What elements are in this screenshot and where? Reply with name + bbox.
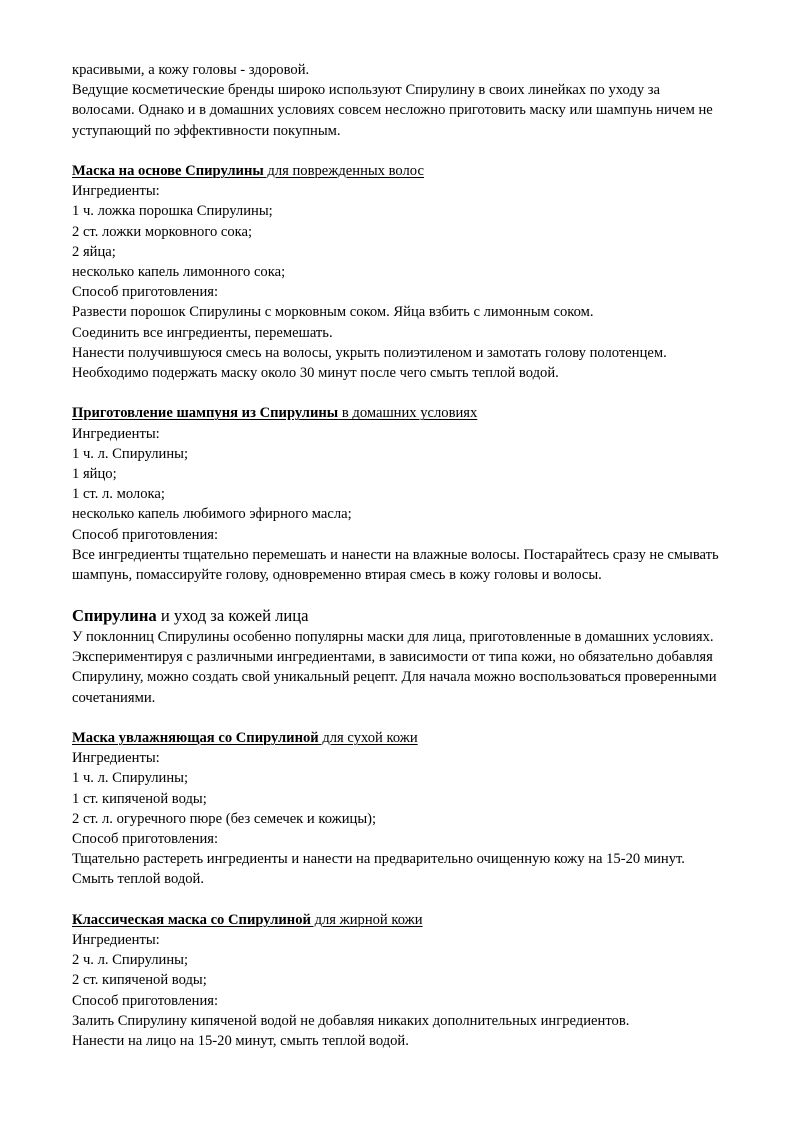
list-item: 2 ст. ложки морковного сока; (72, 223, 253, 240)
recipe-heading-bold: Маска увлажняющая со Спирулиной (72, 729, 319, 746)
section-heading-rest: и уход за кожей лица (156, 606, 309, 626)
document-body (72, 60, 720, 1051)
spacer (72, 383, 720, 403)
method-step: Все ингредиенты тщательно перемешать и нанести на влажные волосы. Постарайтесь сразу не смывать шампунь, помассируйте голову, одновременно втирая смесь в кожу головы и волосы. (72, 546, 719, 584)
recipe-heading-bold: Классическая маска со Спирулиной (72, 911, 311, 928)
intro-line-1: красивыми, а кожу головы - здоровой. (72, 62, 310, 78)
recipe-heading-rest: в домашних условиях (338, 405, 478, 422)
method-step: Нанести на лицо на 15-20 минут, смыть теплой водой. (72, 1032, 409, 1049)
list-item: 1 ч. л. Спирулины; (72, 770, 189, 787)
method-step: Залить Спирулину кипяченой водой не добавляя никаких дополнительных ингредиентов. (72, 1012, 630, 1029)
spacer (72, 141, 720, 161)
ingredients-label: Ингредиенты: (72, 425, 160, 442)
recipe-heading-rest: для жирной кожи (310, 911, 423, 928)
method-label: Способ приготовления: (72, 830, 219, 847)
method-step: Соединить все ингредиенты, перемешать. (72, 324, 333, 341)
ingredients-label: Ингредиенты: (72, 750, 160, 767)
list-item: 1 ч. ложка порошка Спирулины; (72, 203, 273, 220)
spacer (72, 708, 720, 728)
intro-paragraph: Ведущие косметические бренды широко используют Спирулину в своих линейках по уходу за волосами. Однако и в домашних условиях совсем несложно приготовить маску или шампунь ничем не уступающий по эффективности покупным. (72, 82, 713, 139)
recipe-heading-dry-skin-mask (72, 728, 720, 748)
method-step: Развести порошок Спирулины с морковным соком. Яйца взбить с лимонным соком. (72, 304, 594, 321)
list-item: 2 яйца; (72, 243, 116, 260)
list-item: несколько капель любимого эфирного масла; (72, 506, 352, 523)
recipe-heading-shampoo (72, 403, 720, 423)
section-heading-bold: Спирулина (72, 606, 157, 626)
ingredients-label: Ингредиенты: (72, 931, 160, 948)
list-item: 1 ч. л. Спирулины; (72, 445, 189, 462)
list-item: несколько капель лимонного сока; (72, 264, 286, 281)
list-item: 2 ч. л. Спирулины; (72, 952, 189, 969)
spacer (72, 585, 720, 605)
method-label: Способ приготовления: (72, 284, 219, 301)
list-item: 1 ст. кипяченой воды; (72, 790, 207, 807)
section-heading-face-care (72, 605, 720, 627)
recipe-heading-bold: Маска на основе Спирулины (72, 163, 264, 179)
list-item: 1 яйцо; (72, 466, 117, 483)
method-label: Способ приготовления: (72, 526, 219, 543)
section-paragraph: У поклонниц Спирулины особенно популярны маски для лица, приготовленные в домашних условиях. Экспериментируя с различными ингредиентами, в зависимости от типа кожи, но обязательно добавляя Спирулину, можно создать свой уникальный рецепт. Для начала можно воспользоваться проверенными сочетаниями. (72, 628, 717, 706)
recipe-heading-rest: для поврежденных волос (263, 163, 424, 179)
recipe-heading-hair-mask (72, 161, 720, 181)
ingredients-label: Ингредиенты: (72, 183, 160, 200)
method-step: Нанести получившуюся смесь на волосы, укрыть полиэтиленом и замотать голову полотенцем. (72, 344, 667, 361)
list-item: 2 ст. л. огуречного пюре (без семечек и кожицы); (72, 810, 377, 827)
recipe-heading-bold: Приготовление шампуня из Спирулины (72, 405, 339, 422)
method-label: Способ приготовления: (72, 992, 219, 1009)
list-item: 1 ст. л. молока; (72, 486, 165, 503)
method-step: Необходимо подержать маску около 30 минут после чего смыть теплой водой. (72, 365, 559, 382)
recipe-heading-oily-skin-mask (72, 910, 720, 930)
list-item: 2 ст. кипяченой воды; (72, 972, 207, 989)
method-step: Тщательно растереть ингредиенты и нанести на предварительно очищенную кожу на 15-20 минут. Смыть теплой водой. (72, 851, 685, 888)
spacer (72, 890, 720, 910)
recipe-heading-rest: для сухой кожи (318, 729, 418, 746)
